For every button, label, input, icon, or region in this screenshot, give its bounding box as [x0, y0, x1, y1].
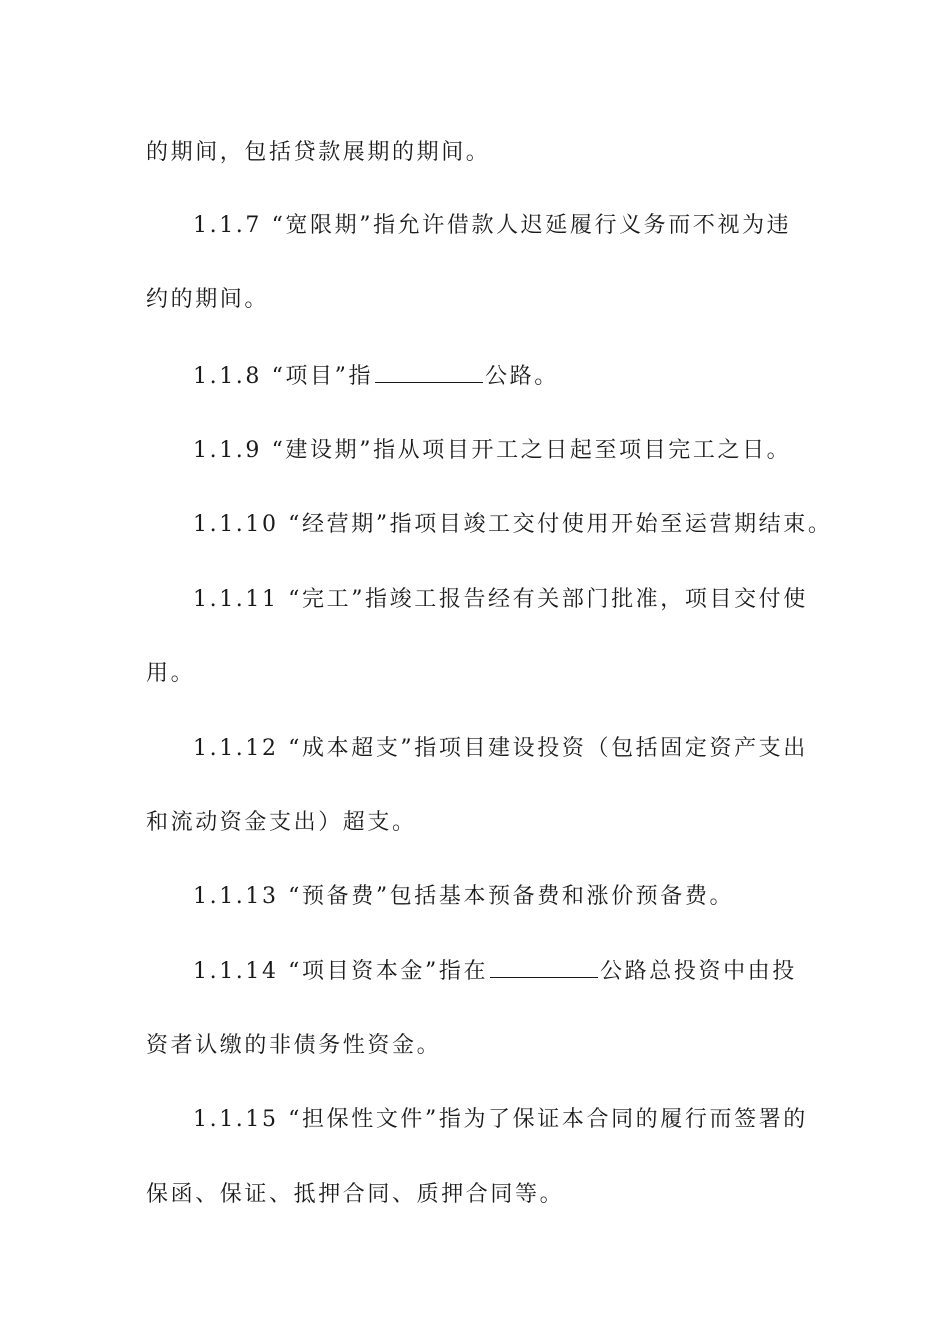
- clause-text: 公路总投资中由投: [600, 959, 797, 984]
- text-line: 保函、保证、抵押合同、质押合同等。: [146, 1182, 565, 1207]
- clause-text: 1.1.8 “项目”指: [193, 364, 374, 389]
- text-line: 约的期间。: [146, 287, 270, 312]
- clause-text: 1.1.14 “项目资本金”指在: [193, 959, 489, 984]
- text-line: 和流动资金支出）超支。: [146, 810, 417, 835]
- clause-text: 公路。: [485, 364, 559, 389]
- text-line: 用。: [146, 661, 196, 686]
- clause-1-1-10: 1.1.10 “经营期”指项目竣工交付使用开始至运营期结束。: [193, 512, 833, 537]
- text-line: 资者认缴的非债务性资金。: [146, 1033, 442, 1058]
- text-line: 的期间，包括贷款展期的期间。: [146, 140, 491, 165]
- fill-in-blank[interactable]: [490, 957, 598, 978]
- clause-1-1-9: 1.1.9 “建设期”指从项目开工之日起至项目完工之日。: [193, 438, 792, 463]
- clause-1-1-14: [193, 957, 873, 987]
- clause-1-1-11: 1.1.11 “完工”指竣工报告经有关部门批准，项目交付使: [193, 587, 808, 612]
- fill-in-blank[interactable]: [375, 362, 483, 383]
- clause-1-1-15: 1.1.15 “担保性文件”指为了保证本合同的履行而签署的: [193, 1107, 808, 1132]
- clause-1-1-12: 1.1.12 “成本超支”指项目建设投资（包括固定资产支出: [193, 736, 808, 761]
- clause-1-1-13: 1.1.13 “预备费”包括基本预备费和涨价预备费。: [193, 884, 735, 909]
- clause-1-1-7: 1.1.7 “宽限期”指允许借款人迟延履行义务而不视为违: [193, 213, 792, 238]
- clause-1-1-8: [193, 362, 873, 392]
